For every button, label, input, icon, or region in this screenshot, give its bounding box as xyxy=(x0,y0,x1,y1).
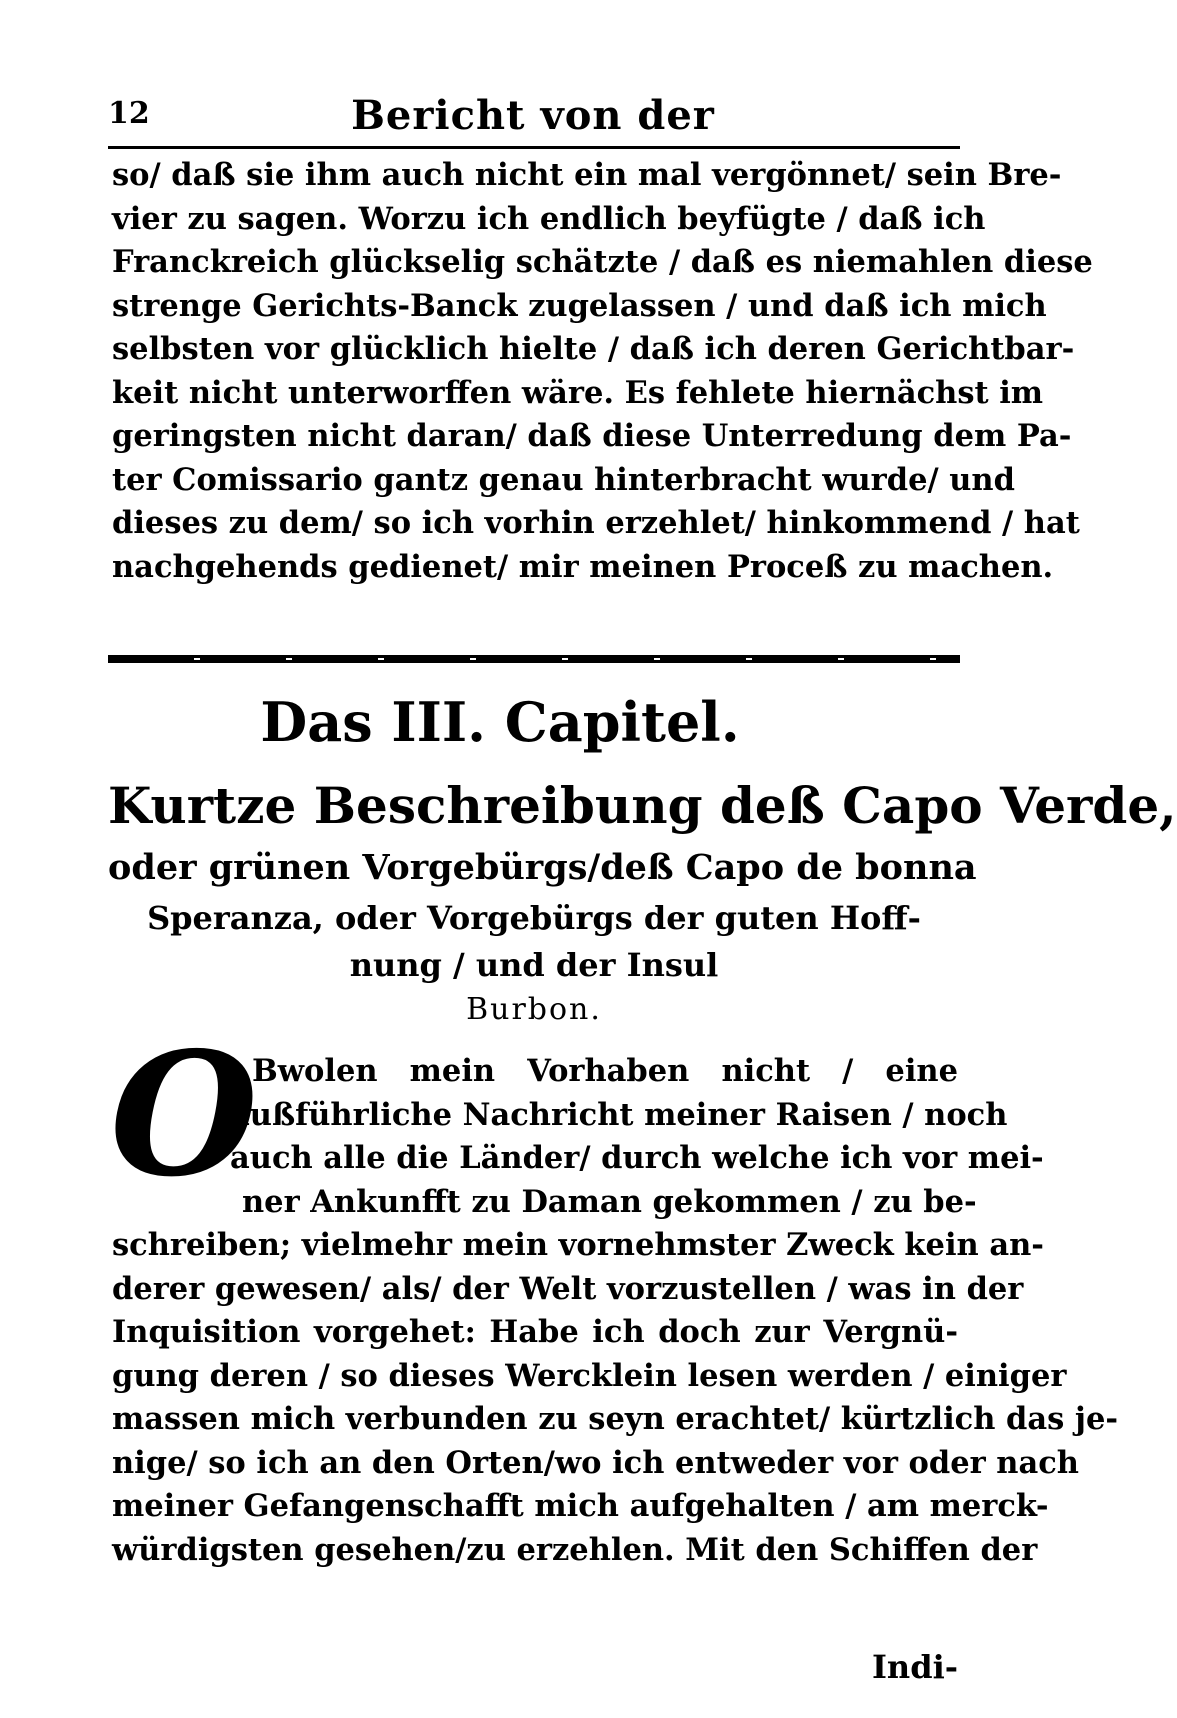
running-head xyxy=(108,92,958,142)
text-line: geringsten nicht daran/ daß diese Unterredung dem Pa- xyxy=(112,418,1072,454)
subtitle-line: nung / und der Insul xyxy=(349,946,719,984)
text-line: massen mich verbunden zu seyn erachtet/ kürtzlich das je- xyxy=(112,1401,1119,1437)
text-line: außführliche Nachricht meiner Raisen / noch xyxy=(230,1096,1008,1133)
header-rule xyxy=(108,146,960,149)
text-line: keit nicht unterworffen wäre. Es fehlete hiernächst im xyxy=(112,374,1044,411)
text-line: würdigsten gesehen/zu erzehlen. Mit den Schiffen der xyxy=(112,1531,1038,1568)
text-line: selbsten vor glücklich hielte / daß ich deren Gerichtbar- xyxy=(112,331,1075,367)
text-line: strenge Gerichts-Banck zugelassen / und daß ich mich xyxy=(112,287,1047,324)
text-line: schreiben; vielmehr mein vornehmster Zweck kein an- xyxy=(112,1227,1044,1263)
paragraph-2 xyxy=(112,1050,1119,1572)
chapter-subtitle xyxy=(108,770,1177,1032)
text-line: ter Comissario gantz genau hinterbracht wurde/ und xyxy=(112,461,1015,498)
text-line: auch alle die Länder/ durch welche ich vor mei- xyxy=(230,1140,1044,1176)
subtitle-line: oder grünen Vorgebürgs/deß Capo de bonna xyxy=(108,847,977,888)
text-line: vier zu sagen. Worzu ich endlich beyfügte / daß ich xyxy=(112,200,986,237)
subtitle-line: Burbon. xyxy=(466,992,602,1027)
text-line: gung deren / so dieses Wercklein lesen werden / einiger xyxy=(112,1357,1067,1394)
text-line: dieses zu dem/ so ich vorhin erzehlet/ hinkommend / hat xyxy=(112,505,1080,541)
text-line: ner Ankunfft zu Daman gekommen / zu be- xyxy=(242,1183,977,1220)
subtitle-line: Kurtze Beschreibung deß Capo Verde, xyxy=(108,776,1177,835)
text-line: nige/ so ich an den Orten/wo ich entweder vor oder nach xyxy=(112,1444,1079,1481)
text-line: meiner Gefangenschafft mich aufgehalten / am merck- xyxy=(112,1488,1049,1524)
text-line: nachgehends gedienet/ mir meinen Proceß zu machen. xyxy=(112,548,1054,585)
text-line: Inquisition vorgehet: Habe ich doch zur Vergnü- xyxy=(112,1314,958,1350)
text-line: derer gewesen/ als/ der Welt vorzustellen / was in der xyxy=(112,1270,1024,1307)
running-title: Bericht von der xyxy=(351,92,715,139)
drop-cap-initial: O xyxy=(110,1015,259,1215)
text-line: so/ daß sie ihm auch nicht ein mal vergönnet/ sein Bre- xyxy=(112,157,1062,193)
catchword: Indi- xyxy=(871,1648,958,1686)
subtitle-line: Speranza, oder Vorgebürgs der guten Hoff- xyxy=(147,899,921,937)
paragraph-1 xyxy=(112,154,1093,589)
chapter-title: Das III. Capitel. xyxy=(260,690,740,754)
page-number: 12 xyxy=(108,96,150,131)
text-line: Franckreich glückselig schätzte / daß es niemahlen diese xyxy=(112,244,1093,280)
section-divider xyxy=(108,655,960,663)
text-line: Bwolen mein Vorhaben nicht / eine xyxy=(252,1053,958,1089)
